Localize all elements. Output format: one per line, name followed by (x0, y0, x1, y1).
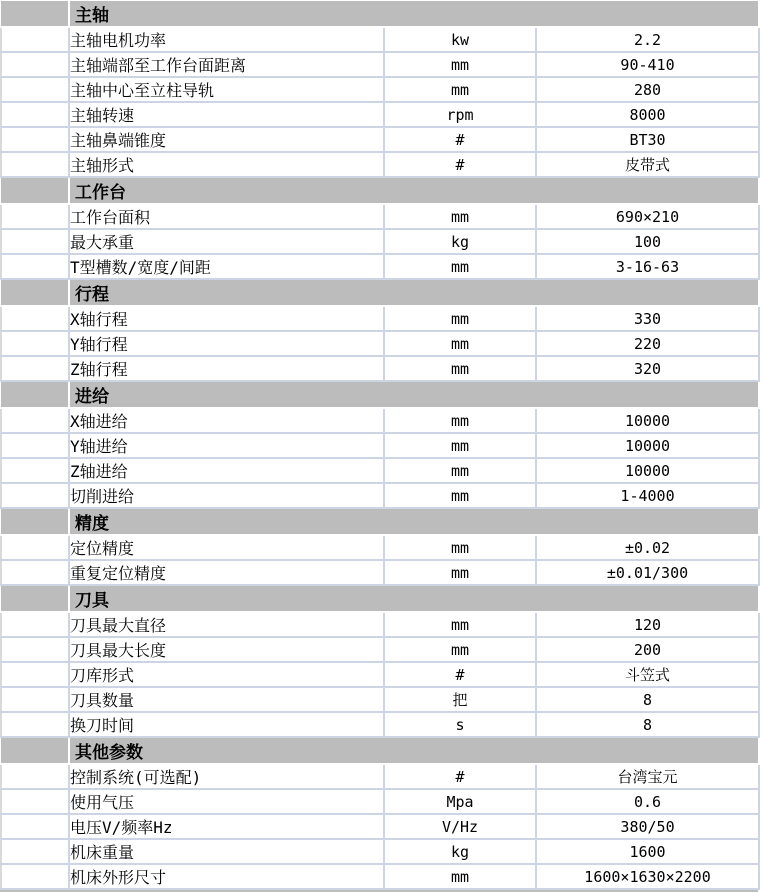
param-name-cell: 刀库形式 (69, 662, 384, 687)
row-spacer-cell (1, 764, 69, 789)
section-spacer-cell (1, 508, 69, 535)
value-cell: 8 (536, 712, 759, 737)
row-spacer-cell (1, 662, 69, 687)
row-spacer-cell (1, 152, 69, 177)
param-name-cell: Y轴行程 (69, 331, 384, 356)
spec-row (1, 306, 759, 331)
value-cell: 台湾宝元 (536, 764, 759, 789)
param-name-cell: 主轴端部至工作台面距离 (69, 52, 384, 77)
spec-row (1, 612, 759, 637)
param-name-cell: 电压V/频率Hz (69, 814, 384, 839)
param-name-cell: 换刀时间 (69, 712, 384, 737)
section-title: 其他参数 (69, 737, 759, 764)
value-cell: 皮带式 (536, 152, 759, 177)
unit-cell: mm (384, 560, 536, 585)
unit-cell: # (384, 662, 536, 687)
param-name-cell: Y轴进给 (69, 433, 384, 458)
spec-row (1, 408, 759, 433)
value-cell: 3-16-63 (536, 254, 759, 279)
spec-row (1, 77, 759, 102)
value-cell: 690×210 (536, 204, 759, 229)
unit-cell: mm (384, 864, 536, 889)
unit-cell: mm (384, 483, 536, 508)
spec-row (1, 331, 759, 356)
spec-row (1, 535, 759, 560)
param-name-cell: 刀具最大直径 (69, 612, 384, 637)
row-spacer-cell (1, 483, 69, 508)
section-header-row (1, 177, 759, 204)
spec-row (1, 27, 759, 52)
param-name-cell: 切削进给 (69, 483, 384, 508)
section-spacer-cell (1, 279, 69, 306)
param-name-cell: 定位精度 (69, 535, 384, 560)
param-name-cell: X轴进给 (69, 408, 384, 433)
spec-row (1, 152, 759, 177)
section-title: 工作台 (69, 177, 759, 204)
unit-cell: # (384, 764, 536, 789)
value-cell: 120 (536, 612, 759, 637)
param-name-cell: T型槽数/宽度/间距 (69, 254, 384, 279)
unit-cell: kg (384, 839, 536, 864)
row-spacer-cell (1, 535, 69, 560)
unit-cell: mm (384, 254, 536, 279)
value-cell: 220 (536, 331, 759, 356)
value-cell: 8000 (536, 102, 759, 127)
section-spacer-cell (1, 177, 69, 204)
row-spacer-cell (1, 306, 69, 331)
unit-cell: mm (384, 356, 536, 381)
value-cell: 90-410 (536, 52, 759, 77)
value-cell: 10000 (536, 408, 759, 433)
row-spacer-cell (1, 458, 69, 483)
param-name-cell: 使用气压 (69, 789, 384, 814)
param-name-cell: 控制系统(可选配) (69, 764, 384, 789)
section-header-row (1, 508, 759, 535)
row-spacer-cell (1, 204, 69, 229)
value-cell: 280 (536, 77, 759, 102)
value-cell: 1600×1630×2200 (536, 864, 759, 889)
param-name-cell: Z轴进给 (69, 458, 384, 483)
row-spacer-cell (1, 52, 69, 77)
unit-cell: mm (384, 331, 536, 356)
param-name-cell: 主轴鼻端锥度 (69, 127, 384, 152)
row-spacer-cell (1, 254, 69, 279)
unit-cell: kg (384, 229, 536, 254)
row-spacer-cell (1, 356, 69, 381)
spec-row (1, 687, 759, 712)
value-cell: 380/50 (536, 814, 759, 839)
param-name-cell: X轴行程 (69, 306, 384, 331)
value-cell: 8 (536, 687, 759, 712)
value-cell: 1-4000 (536, 483, 759, 508)
spec-table-body (1, 1, 759, 889)
spec-row (1, 712, 759, 737)
section-title: 精度 (69, 508, 759, 535)
param-name-cell: 最大承重 (69, 229, 384, 254)
unit-cell: Mpa (384, 789, 536, 814)
section-header-row (1, 381, 759, 408)
param-name-cell: 刀具数量 (69, 687, 384, 712)
unit-cell: mm (384, 77, 536, 102)
row-spacer-cell (1, 27, 69, 52)
row-spacer-cell (1, 229, 69, 254)
value-cell: 200 (536, 637, 759, 662)
unit-cell: # (384, 127, 536, 152)
row-spacer-cell (1, 102, 69, 127)
spec-row (1, 204, 759, 229)
unit-cell: mm (384, 458, 536, 483)
param-name-cell: 重复定位精度 (69, 560, 384, 585)
unit-cell: kw (384, 27, 536, 52)
unit-cell: V/Hz (384, 814, 536, 839)
spec-row (1, 433, 759, 458)
unit-cell: mm (384, 204, 536, 229)
row-spacer-cell (1, 408, 69, 433)
row-spacer-cell (1, 331, 69, 356)
param-name-cell: 主轴形式 (69, 152, 384, 177)
param-name-cell: 刀具最大长度 (69, 637, 384, 662)
unit-cell: mm (384, 306, 536, 331)
spec-row (1, 52, 759, 77)
row-spacer-cell (1, 560, 69, 585)
spec-row (1, 458, 759, 483)
section-header-row (1, 737, 759, 764)
value-cell: 2.2 (536, 27, 759, 52)
section-spacer-cell (1, 381, 69, 408)
section-title: 刀具 (69, 585, 759, 612)
spec-row (1, 483, 759, 508)
row-spacer-cell (1, 127, 69, 152)
spec-row (1, 560, 759, 585)
spec-row (1, 102, 759, 127)
spec-row (1, 356, 759, 381)
spec-table (0, 1, 760, 890)
section-spacer-cell (1, 1, 69, 27)
value-cell: 320 (536, 356, 759, 381)
section-header-row (1, 585, 759, 612)
value-cell: BT30 (536, 127, 759, 152)
spec-row (1, 764, 759, 789)
value-cell: ±0.02 (536, 535, 759, 560)
param-name-cell: 主轴中心至立柱导轨 (69, 77, 384, 102)
row-spacer-cell (1, 687, 69, 712)
row-spacer-cell (1, 814, 69, 839)
param-name-cell: 主轴转速 (69, 102, 384, 127)
spec-row (1, 814, 759, 839)
row-spacer-cell (1, 612, 69, 637)
unit-cell: mm (384, 52, 536, 77)
spec-row (1, 127, 759, 152)
row-spacer-cell (1, 77, 69, 102)
row-spacer-cell (1, 712, 69, 737)
section-title: 进给 (69, 381, 759, 408)
unit-cell: mm (384, 433, 536, 458)
spec-row (1, 254, 759, 279)
value-cell: 1600 (536, 839, 759, 864)
section-spacer-cell (1, 585, 69, 612)
value-cell: ±0.01/300 (536, 560, 759, 585)
value-cell: 10000 (536, 458, 759, 483)
unit-cell: mm (384, 612, 536, 637)
unit-cell: # (384, 152, 536, 177)
value-cell: 10000 (536, 433, 759, 458)
param-name-cell: 工作台面积 (69, 204, 384, 229)
value-cell: 斗笠式 (536, 662, 759, 687)
param-name-cell: Z轴行程 (69, 356, 384, 381)
row-spacer-cell (1, 637, 69, 662)
param-name-cell: 机床外形尺寸 (69, 864, 384, 889)
section-spacer-cell (1, 737, 69, 764)
value-cell: 0.6 (536, 789, 759, 814)
unit-cell: mm (384, 637, 536, 662)
value-cell: 330 (536, 306, 759, 331)
row-spacer-cell (1, 864, 69, 889)
param-name-cell: 主轴电机功率 (69, 27, 384, 52)
unit-cell: s (384, 712, 536, 737)
section-header-row (1, 279, 759, 306)
spec-row (1, 637, 759, 662)
row-spacer-cell (1, 433, 69, 458)
row-spacer-cell (1, 789, 69, 814)
section-header-row (1, 1, 759, 27)
value-cell: 100 (536, 229, 759, 254)
unit-cell: 把 (384, 687, 536, 712)
section-title: 主轴 (69, 1, 759, 27)
spec-row (1, 789, 759, 814)
unit-cell: mm (384, 408, 536, 433)
section-title: 行程 (69, 279, 759, 306)
spec-row (1, 662, 759, 687)
unit-cell: rpm (384, 102, 536, 127)
spec-row (1, 229, 759, 254)
spec-row (1, 864, 759, 889)
param-name-cell: 机床重量 (69, 839, 384, 864)
unit-cell: mm (384, 535, 536, 560)
